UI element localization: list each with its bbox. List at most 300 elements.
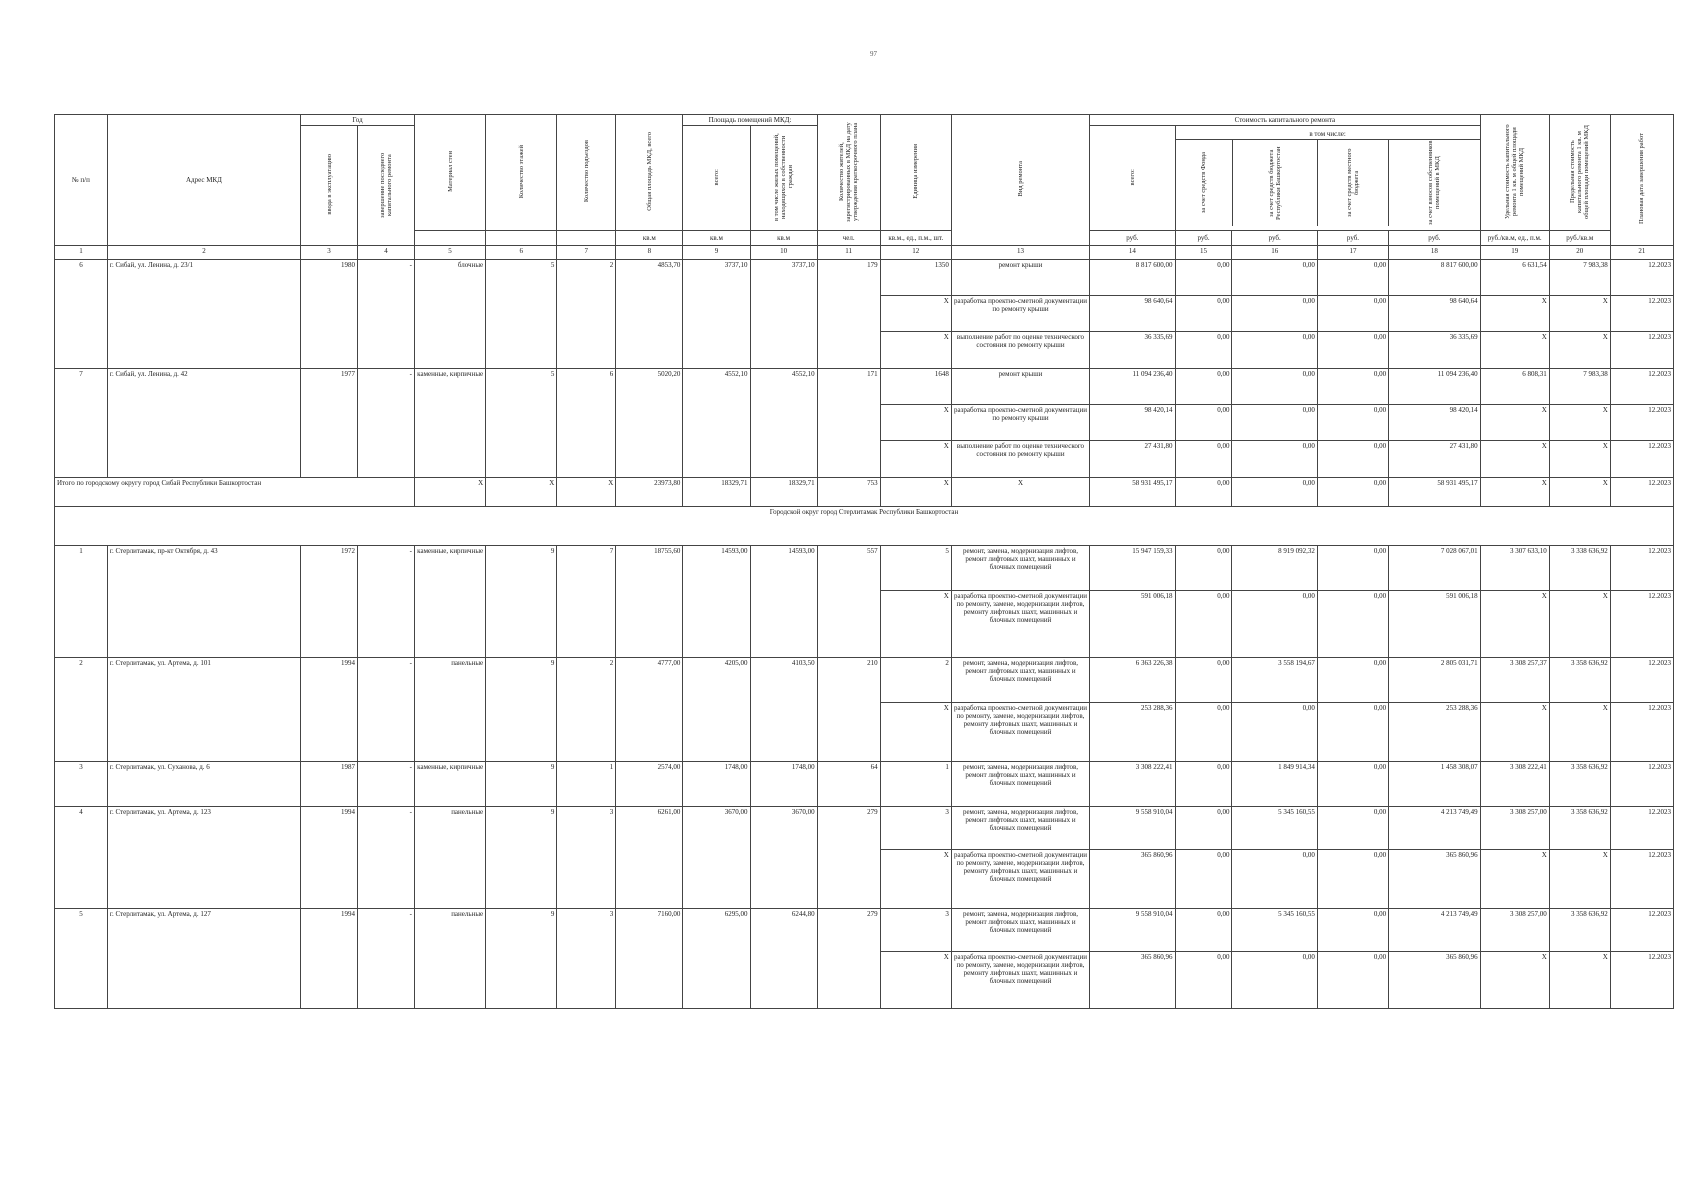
cell-cost-fund: 0,00 [1175, 807, 1232, 850]
cell-residents: 753 [817, 478, 880, 507]
cell-no: 7 [55, 369, 108, 478]
col-num: 16 [1232, 246, 1317, 260]
hdr-no: № п/п [55, 115, 108, 246]
section-heading: Городской округ город Стерлитамак Республики Башкортостан [55, 507, 1674, 546]
hdr-walls: Материал стен [414, 115, 485, 231]
col-num: 20 [1549, 246, 1610, 260]
cell-floors: 5 [486, 260, 557, 369]
cell-total-label: Итого по городскому округу город Сибай Республики Башкортостан [55, 478, 415, 507]
cell-cost-republic: 5 345 160,55 [1232, 909, 1317, 952]
cell-cost-total: 253 288,36 [1090, 703, 1175, 762]
table-row [55, 762, 1674, 807]
cell-max-cost: X [1549, 441, 1610, 478]
cell-work-type: ремонт, замена, модернизация лифтов, ремонт лифтовых шахт, машинных и блочных помещений [951, 807, 1089, 850]
unit-people: чел. [817, 231, 880, 246]
cell-max-cost: X [1549, 478, 1610, 507]
col-num: 1 [55, 246, 108, 260]
cell-cost-owners: 7 028 067,01 [1389, 546, 1481, 591]
cell-cost-republic: 5 345 160,55 [1232, 807, 1317, 850]
hdr-total-area: Общая площадь МКД, всего [616, 115, 683, 231]
cell-walls: панельные [414, 909, 485, 1009]
col-num: 21 [1610, 246, 1673, 260]
cell-total-area: 2574,00 [616, 762, 683, 807]
cell-planned-date: 12.2023 [1610, 703, 1673, 762]
cell-cost-total: 11 094 236,40 [1090, 369, 1175, 405]
cell-year: 1987 [301, 762, 358, 807]
cell-unit: X [880, 478, 951, 507]
cell-cost-republic: 0,00 [1232, 850, 1317, 909]
cell-entrances: 1 [557, 762, 616, 807]
cell-cost-republic: 8 919 092,32 [1232, 546, 1317, 591]
cell-work-type: ремонт, замена, модернизация лифтов, ремонт лифтовых шахт, машинных и блочных помещений [951, 909, 1089, 952]
cell-work-type: ремонт, замена, модернизация лифтов, ремонт лифтовых шахт, машинных и блочных помещений [951, 546, 1089, 591]
cell-walls: каменные, кирпичные [414, 546, 485, 658]
cell-address: г. Стерлитамак, ул. Артема, д. 127 [107, 909, 300, 1009]
cell-cost-owners: 2 805 031,71 [1389, 658, 1481, 703]
cell-cost-local: 0,00 [1317, 952, 1388, 1009]
cell-address: г. Стерлитамак, ул. Суханова, д. 6 [107, 762, 300, 807]
cell-last-repair: - [358, 807, 415, 909]
cell-max-cost: 3 358 636,92 [1549, 762, 1610, 807]
table-row [55, 909, 1674, 952]
cell-cost-republic: 0,00 [1232, 441, 1317, 478]
hdr-cost-incl: в том числе: [1176, 130, 1480, 140]
cell-year: 1994 [301, 909, 358, 1009]
cell-unit-cost: X [1480, 296, 1549, 332]
cell-cost-total: 365 860,96 [1090, 850, 1175, 909]
cell-cost-owners: 591 006,18 [1389, 591, 1481, 658]
cell-entrances: X [557, 478, 616, 507]
cell-max-cost: 3 358 636,92 [1549, 807, 1610, 850]
cell-unit-cost: 6 631,54 [1480, 260, 1549, 296]
hdr-area-total: всего: [683, 126, 750, 231]
cell-unit-cost: 6 808,31 [1480, 369, 1549, 405]
cell-floors: 9 [486, 807, 557, 909]
cell-area-owned: 1748,00 [750, 762, 817, 807]
hdr-entrances: Количество подъездов [557, 115, 616, 231]
cell-unit-cost: 3 308 257,00 [1480, 807, 1549, 850]
cell-cost-total: 58 931 495,17 [1090, 478, 1175, 507]
cell-unit: X [880, 952, 951, 1009]
hdr-address: Адрес МКД [107, 115, 300, 246]
section-row [55, 507, 1674, 546]
cell-max-cost: 7 983,38 [1549, 260, 1610, 296]
cell-area-total: 14593,00 [683, 546, 750, 658]
cell-cost-fund: 0,00 [1175, 658, 1232, 703]
cell-walls: блочные [414, 260, 485, 369]
cell-planned-date: 12.2023 [1610, 807, 1673, 850]
cell-planned-date: 12.2023 [1610, 546, 1673, 591]
cell-walls: панельные [414, 658, 485, 762]
cell-work-type: ремонт крыши [951, 260, 1089, 296]
cell-address: г. Сибай, ул. Ленина, д. 23/1 [107, 260, 300, 369]
col-num: 19 [1480, 246, 1549, 260]
cell-planned-date: 12.2023 [1610, 332, 1673, 369]
cell-cost-local: 0,00 [1317, 405, 1388, 441]
unit-max-cost: руб./кв.м [1549, 231, 1610, 246]
cell-unit: X [880, 405, 951, 441]
cell-total-area: 6261,00 [616, 807, 683, 909]
repair-plan-sheet [54, 114, 1674, 1009]
cell-unit-cost: 3 308 222,41 [1480, 762, 1549, 807]
cell-cost-total: 27 431,80 [1090, 441, 1175, 478]
cell-address: г. Стерлитамак, ул. Артема, д. 101 [107, 658, 300, 762]
cell-area-total: 1748,00 [683, 762, 750, 807]
cell-max-cost: X [1549, 332, 1610, 369]
cell-max-cost: X [1549, 405, 1610, 441]
cell-cost-owners: 58 931 495,17 [1389, 478, 1481, 507]
cell-cost-local: 0,00 [1317, 546, 1388, 591]
cell-cost-republic: 1 849 914,34 [1232, 762, 1317, 807]
unit-area-10: кв.м [750, 231, 817, 246]
cell-floors: X [486, 478, 557, 507]
cell-cost-total: 3 308 222,41 [1090, 762, 1175, 807]
cell-cost-local: 0,00 [1317, 591, 1388, 658]
cell-cost-owners: 36 335,69 [1389, 332, 1481, 369]
cell-cost-total: 365 860,96 [1090, 952, 1175, 1009]
cell-total-area: 4853,70 [616, 260, 683, 369]
cell-cost-fund: 0,00 [1175, 296, 1232, 332]
cell-cost-owners: 4 213 749,49 [1389, 909, 1481, 952]
cell-planned-date: 12.2023 [1610, 260, 1673, 296]
cell-cost-fund: 0,00 [1175, 703, 1232, 762]
cell-planned-date: 12.2023 [1610, 478, 1673, 507]
cell-cost-owners: 365 860,96 [1389, 850, 1481, 909]
col-num: 2 [107, 246, 300, 260]
column-number-row [55, 246, 1674, 260]
unit-rub-18: руб. [1389, 231, 1481, 246]
cell-no: 5 [55, 909, 108, 1009]
cell-cost-fund: 0,00 [1175, 369, 1232, 405]
cell-unit: 5 [880, 546, 951, 591]
cell-floors: 9 [486, 546, 557, 658]
cell-max-cost: X [1549, 591, 1610, 658]
cell-year: 1980 [301, 260, 358, 369]
cell-area-owned: 14593,00 [750, 546, 817, 658]
hdr-unit: Единица измерения [880, 115, 951, 231]
cell-cost-total: 98 640,64 [1090, 296, 1175, 332]
unit-walls [414, 231, 485, 246]
cell-max-cost: 7 983,38 [1549, 369, 1610, 405]
cell-work-type: выполнение работ по оценке технического состояния по ремонту крыши [951, 332, 1089, 369]
cell-cost-republic: 0,00 [1232, 405, 1317, 441]
cell-max-cost: X [1549, 296, 1610, 332]
cell-planned-date: 12.2023 [1610, 591, 1673, 658]
cell-cost-owners: 11 094 236,40 [1389, 369, 1481, 405]
cell-last-repair: - [358, 909, 415, 1009]
cell-work-type: X [951, 478, 1089, 507]
cell-unit-cost: X [1480, 332, 1549, 369]
cell-cost-local: 0,00 [1317, 296, 1388, 332]
cell-cost-local: 0,00 [1317, 850, 1388, 909]
col-num: 15 [1175, 246, 1232, 260]
cell-area-owned: 18329,71 [750, 478, 817, 507]
hdr-year-last-repair: завершение последнего капитального ремонта [358, 126, 415, 246]
cell-unit: X [880, 703, 951, 762]
cell-year: 1977 [301, 369, 358, 478]
cell-residents: 279 [817, 807, 880, 909]
cell-last-repair: - [358, 369, 415, 478]
col-num: 4 [358, 246, 415, 260]
unit-unit: кв.м., ед., п.м., шт. [880, 231, 951, 246]
cell-cost-local: 0,00 [1317, 909, 1388, 952]
hdr-planned-date: Плановая дата завершения работ [1610, 115, 1673, 246]
cell-cost-fund: 0,00 [1175, 909, 1232, 952]
cell-cost-owners: 4 213 749,49 [1389, 807, 1481, 850]
unit-rub-14: руб. [1090, 231, 1175, 246]
hdr-cost-total: всего: [1090, 126, 1175, 231]
cell-cost-owners: 27 431,80 [1389, 441, 1481, 478]
cell-residents: 179 [817, 260, 880, 369]
cell-unit: X [880, 850, 951, 909]
cell-total-area: 4777,00 [616, 658, 683, 762]
unit-floors [486, 231, 557, 246]
cell-cost-owners: 8 817 600,00 [1389, 260, 1481, 296]
cell-cost-republic: 0,00 [1232, 703, 1317, 762]
cell-planned-date: 12.2023 [1610, 296, 1673, 332]
cell-address: г. Сибай, ул. Ленина, д. 42 [107, 369, 300, 478]
cell-total-area: 23973,80 [616, 478, 683, 507]
cell-unit: 1648 [880, 369, 951, 405]
cell-work-type: разработка проектно-сметной документации по ремонту крыши [951, 296, 1089, 332]
cell-unit-cost: X [1480, 405, 1549, 441]
cell-cost-total: 591 006,18 [1090, 591, 1175, 658]
cell-unit: X [880, 296, 951, 332]
cell-work-type: разработка проектно-сметной документации по ремонту, замене, модернизации лифтов, ремонту лифтовых шахт, машинных и блочных помещений [951, 850, 1089, 909]
hdr-area-group: Площадь помещений МКД: [683, 115, 817, 126]
table-row [55, 807, 1674, 850]
cell-work-type: разработка проектно-сметной документации по ремонту крыши [951, 405, 1089, 441]
cell-address: г. Стерлитамак, пр-кт Октября, д. 43 [107, 546, 300, 658]
cell-cost-local: 0,00 [1317, 369, 1388, 405]
cell-area-total: 18329,71 [683, 478, 750, 507]
total-row [55, 478, 1674, 507]
cell-work-type: выполнение работ по оценке технического состояния по ремонту крыши [951, 441, 1089, 478]
cell-cost-local: 0,00 [1317, 658, 1388, 703]
col-num: 17 [1317, 246, 1388, 260]
cell-area-owned: 4103,50 [750, 658, 817, 762]
cell-area-total: 3670,00 [683, 807, 750, 909]
cell-cost-total: 36 335,69 [1090, 332, 1175, 369]
cell-unit-cost: X [1480, 441, 1549, 478]
cell-walls: X [414, 478, 485, 507]
hdr-floors: Количество этажей [486, 115, 557, 231]
hdr-cost-fund: за счет средств Фонда [1176, 140, 1233, 226]
col-num: 14 [1090, 246, 1175, 260]
cell-unit-cost: 3 308 257,37 [1480, 658, 1549, 703]
cell-unit: X [880, 441, 951, 478]
cell-cost-local: 0,00 [1317, 478, 1388, 507]
col-num: 3 [301, 246, 358, 260]
cell-cost-total: 8 817 600,00 [1090, 260, 1175, 296]
cell-area-total: 6295,00 [683, 909, 750, 1009]
cell-floors: 9 [486, 658, 557, 762]
cell-last-repair: - [358, 762, 415, 807]
cell-unit-cost: 3 308 257,00 [1480, 909, 1549, 952]
cell-residents: 279 [817, 909, 880, 1009]
hdr-cost-owners: за счет взносов собственников помещений в МКД [1427, 140, 1442, 226]
cell-max-cost: X [1549, 850, 1610, 909]
cell-unit-cost: X [1480, 591, 1549, 658]
cell-work-type: разработка проектно-сметной документации по ремонту, замене, модернизации лифтов, ремонту лифтовых шахт, машинных и блочных помещений [951, 591, 1089, 658]
cell-cost-local: 0,00 [1317, 260, 1388, 296]
cell-no: 6 [55, 260, 108, 369]
col-num: 9 [683, 246, 750, 260]
cell-unit: 1 [880, 762, 951, 807]
cell-area-owned: 3670,00 [750, 807, 817, 909]
cell-unit-cost: X [1480, 478, 1549, 507]
col-num: 7 [557, 246, 616, 260]
cell-cost-republic: 0,00 [1232, 296, 1317, 332]
cell-cost-fund: 0,00 [1175, 405, 1232, 441]
cell-cost-fund: 0,00 [1175, 952, 1232, 1009]
cell-area-total: 4552,10 [683, 369, 750, 478]
cell-last-repair: - [358, 658, 415, 762]
cell-residents: 171 [817, 369, 880, 478]
cell-work-type: разработка проектно-сметной документации по ремонту, замене, модернизации лифтов, ремонту лифтовых шахт, машинных и блочных помещений [951, 703, 1089, 762]
hdr-unit-cost: Удельная стоимость капитального ремонта 1 кв. м общей площади помещений МКД [1480, 115, 1549, 231]
table-row [55, 658, 1674, 703]
col-num: 8 [616, 246, 683, 260]
unit-entrances [557, 231, 616, 246]
cell-cost-fund: 0,00 [1175, 546, 1232, 591]
cell-cost-fund: 0,00 [1175, 478, 1232, 507]
cell-planned-date: 12.2023 [1610, 909, 1673, 952]
cell-year: 1972 [301, 546, 358, 658]
hdr-area-owned: в том числе жилых помещений, находящихся в собственности граждан [750, 126, 817, 231]
cell-planned-date: 12.2023 [1610, 405, 1673, 441]
cell-unit-cost: X [1480, 952, 1549, 1009]
unit-rub-16: руб. [1232, 231, 1317, 246]
cell-address: г. Стерлитамак, ул. Артема, д. 123 [107, 807, 300, 909]
cell-residents: 557 [817, 546, 880, 658]
col-num: 6 [486, 246, 557, 260]
cell-total-area: 18755,60 [616, 546, 683, 658]
table-row [55, 369, 1674, 405]
cell-cost-fund: 0,00 [1175, 591, 1232, 658]
cell-area-total: 4205,00 [683, 658, 750, 762]
cell-entrances: 3 [557, 807, 616, 909]
hdr-year-commission: ввода в эксплуатацию [301, 126, 358, 246]
cell-cost-owners: 98 420,14 [1389, 405, 1481, 441]
cell-cost-republic: 0,00 [1232, 260, 1317, 296]
cell-unit: 3 [880, 807, 951, 850]
table-row [55, 260, 1674, 296]
cell-entrances: 2 [557, 658, 616, 762]
cell-cost-local: 0,00 [1317, 332, 1388, 369]
cell-unit: 3 [880, 909, 951, 952]
cell-area-owned: 3737,10 [750, 260, 817, 369]
cell-no: 1 [55, 546, 108, 658]
cell-cost-fund: 0,00 [1175, 441, 1232, 478]
cell-total-area: 7160,00 [616, 909, 683, 1009]
cell-floors: 5 [486, 369, 557, 478]
cell-area-owned: 6244,80 [750, 909, 817, 1009]
hdr-cost-incl-block [1175, 126, 1480, 231]
hdr-work-type: Вид ремонта [951, 115, 1089, 246]
cell-work-type: ремонт, замена, модернизация лифтов, ремонт лифтовых шахт, машинных и блочных помещений [951, 658, 1089, 703]
cell-max-cost: 3 358 636,92 [1549, 909, 1610, 952]
cell-cost-republic: 3 558 194,67 [1232, 658, 1317, 703]
cell-unit: 1350 [880, 260, 951, 296]
col-num: 10 [750, 246, 817, 260]
cell-entrances: 2 [557, 260, 616, 369]
cell-cost-local: 0,00 [1317, 807, 1388, 850]
cell-no: 4 [55, 807, 108, 909]
cell-planned-date: 12.2023 [1610, 952, 1673, 1009]
cell-entrances: 3 [557, 909, 616, 1009]
cell-floors: 9 [486, 909, 557, 1009]
col-num: 18 [1389, 246, 1481, 260]
cell-cost-fund: 0,00 [1175, 332, 1232, 369]
cell-unit: X [880, 332, 951, 369]
cell-work-type: ремонт крыши [951, 369, 1089, 405]
cell-unit-cost: X [1480, 703, 1549, 762]
cell-unit-cost: 3 307 633,10 [1480, 546, 1549, 591]
cell-planned-date: 12.2023 [1610, 369, 1673, 405]
cell-planned-date: 12.2023 [1610, 441, 1673, 478]
cell-planned-date: 12.2023 [1610, 850, 1673, 909]
cell-cost-owners: 1 458 308,07 [1389, 762, 1481, 807]
cell-max-cost: 3 338 636,92 [1549, 546, 1610, 591]
unit-rub-17: руб. [1317, 231, 1388, 246]
cell-area-owned: 4552,10 [750, 369, 817, 478]
cell-max-cost: 3 358 636,92 [1549, 658, 1610, 703]
cell-total-area: 5020,20 [616, 369, 683, 478]
repair-plan-table [54, 114, 1674, 1009]
cell-cost-owners: 365 860,96 [1389, 952, 1481, 1009]
hdr-cost-local: за счет средств местного бюджета [1318, 140, 1389, 226]
cell-last-repair: - [358, 260, 415, 369]
cell-cost-republic: 0,00 [1232, 369, 1317, 405]
unit-rub-15: руб. [1175, 231, 1232, 246]
col-num: 5 [414, 246, 485, 260]
cell-cost-total: 98 420,14 [1090, 405, 1175, 441]
unit-unit-cost: руб./кв.м, ед., п.м. [1480, 231, 1549, 246]
cell-cost-total: 9 558 910,04 [1090, 807, 1175, 850]
cell-cost-republic: 0,00 [1232, 952, 1317, 1009]
cell-unit: X [880, 591, 951, 658]
col-num: 11 [817, 246, 880, 260]
cell-work-type: разработка проектно-сметной документации по ремонту, замене, модернизации лифтов, ремонту лифтовых шахт, машинных и блочных помещений [951, 952, 1089, 1009]
cell-unit-cost: X [1480, 850, 1549, 909]
cell-cost-fund: 0,00 [1175, 260, 1232, 296]
cell-cost-total: 6 363 226,38 [1090, 658, 1175, 703]
cell-cost-owners: 98 640,64 [1389, 296, 1481, 332]
hdr-cost-republic: за счет средств бюджета Республики Башкортостан [1233, 140, 1318, 226]
cell-entrances: 6 [557, 369, 616, 478]
cell-unit: 2 [880, 658, 951, 703]
cell-cost-local: 0,00 [1317, 703, 1388, 762]
cell-year: 1994 [301, 807, 358, 909]
cell-cost-local: 0,00 [1317, 441, 1388, 478]
cell-cost-republic: 0,00 [1232, 591, 1317, 658]
cell-cost-fund: 0,00 [1175, 762, 1232, 807]
page-number: 97 [870, 50, 877, 58]
col-num: 13 [951, 246, 1089, 260]
cell-cost-fund: 0,00 [1175, 850, 1232, 909]
cell-year: 1994 [301, 658, 358, 762]
cell-planned-date: 12.2023 [1610, 658, 1673, 703]
cell-no: 3 [55, 762, 108, 807]
hdr-residents: Количество жителей, зарегистрированных в МКД на дату утверждения краткосрочного плана [817, 115, 880, 231]
cell-planned-date: 12.2023 [1610, 762, 1673, 807]
cell-no: 2 [55, 658, 108, 762]
cell-last-repair: - [358, 546, 415, 658]
cell-cost-total: 9 558 910,04 [1090, 909, 1175, 952]
cell-residents: 210 [817, 658, 880, 762]
col-num: 12 [880, 246, 951, 260]
